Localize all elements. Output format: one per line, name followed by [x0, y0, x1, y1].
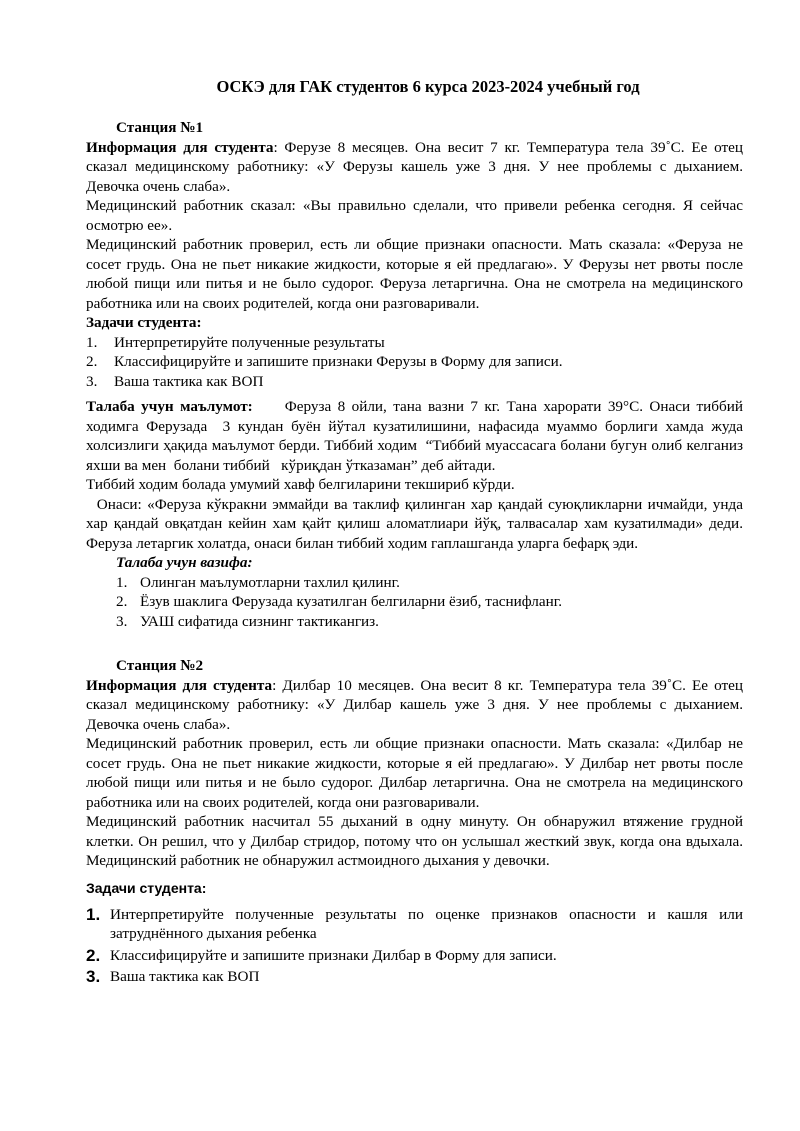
task-number: 1.	[116, 573, 128, 591]
task-text: УАШ сифатида сизнинг тактикангиз.	[140, 612, 379, 630]
station-1-heading: Станция №1	[116, 119, 204, 136]
station-2-info	[86, 676, 743, 735]
list-item	[86, 352, 743, 372]
uzbek-paragraph-3: Онаси: «Феруза кўкракни эммайди ва таклиф қилинган хар қандай суюқликларни ичмайди, унда хар қандай овқатдан кейин хам қайт қилиш аломатлиари йўқ, талвасалар хам кузатилмади» деди. Феруза летаргик холатда, онаси билан тиббий ходим гаплашганда уларга бефарқ эди.	[86, 495, 751, 552]
list-item	[86, 372, 743, 392]
station-2-info-text: : Дилбар 10 месяцев. Она весит 8 кг. Температура тела 39˚С. Ее отец сказал медицинскому работнику: «У Дилбар кашель уже 3 дня. У нее проблемы с дыханием. Девочка очень слаба».	[86, 676, 743, 733]
task-number: 1.	[86, 904, 101, 924]
station-2-tasks	[86, 879, 743, 989]
list-item	[86, 573, 743, 593]
station-2-section	[86, 656, 743, 871]
task-text: Ваша тактика как ВОП	[110, 968, 260, 985]
page-title: ОСКЭ для ГАК студентов 6 курса 2023-2024 учебный год	[216, 77, 640, 96]
task-text: Интерпретируйте полученные результаты по оценке признаков опасности и кашля или затруднённого дыхания ребенка	[110, 905, 743, 942]
list-item	[86, 905, 743, 944]
uzbek-tasks-label: Талаба учун вазифа:	[116, 554, 253, 571]
station-2-paragraph-2: Медицинский работник проверил, есть ли общие признаки опасности. Мать сказала: «Дилбар не сосет грудь. Она не пьет никакие жидкости, которые я ей предлагаю». У Дилбар нет рвоты после любой пищи или питья и не было судорог. Дилбар летаргична. Она не смотрела на медицинского работника или на своих родителей, когда они разговаривали.	[86, 735, 743, 811]
task-number: 3.	[86, 967, 101, 986]
task-text: Классифицируйте и запишите признаки Дилбар в Форму для записи.	[110, 946, 557, 964]
task-number: 1.	[86, 333, 98, 351]
task-text: Интерпретируйте полученные результаты	[114, 333, 385, 351]
uzbek-paragraph-2: Тиббий ходим болада умумий хавф белгиларини текшириб кўрди.	[86, 476, 515, 493]
uzbek-info-text: Феруза 8 ойли, тана вазни 7 кг. Тана харорати 39°С. Онаси тиббий ходимга Ферузада 3 кундан буён йўтал кузатилишини, нафасида муаммо борлиги хамда жуда холсизлиги ҳақида маълумот берди. Тиббий ходим “Тиббий муассасага болани бугун олиб келганиз яхши ва мен болани тиббий кўриқдан ўтказаман” деб айтади.	[86, 398, 747, 474]
task-number: 2.	[86, 945, 101, 965]
task-number: 2.	[116, 593, 128, 610]
station-2-info-label: Информация для студента	[86, 676, 273, 694]
task-text: Олинган маълумотларни тахлил қилинг.	[140, 573, 400, 591]
station-2-tasks-label: Задачи студента:	[86, 880, 207, 896]
task-number: 2.	[86, 353, 98, 370]
task-text: Классифицируйте и запишите признаки Ферузы в Форму для записи.	[114, 353, 563, 370]
station-1-paragraph-2: Медицинский работник сказал: «Вы правильно сделали, что привели ребенка сегодня. Я сейчас осмотрю ее».	[86, 197, 743, 234]
uzbek-section	[86, 397, 751, 631]
station-1-task-list	[86, 333, 743, 392]
station-1-info-text: : Ферузе 8 месяцев. Она весит 7 кг. Температура тела 39˚С. Ее отец сказал медицинскому работнику: «У Ферузы кашель уже 3 дня. У нее проблемы с дыханием. Девочка очень слаба».	[86, 138, 743, 195]
station-1-info	[86, 138, 743, 197]
task-number: 3.	[116, 612, 128, 630]
list-item	[86, 612, 743, 632]
uzbek-task-list	[86, 573, 743, 632]
list-item	[86, 946, 743, 966]
station-1-info-label: Информация для студента	[86, 138, 274, 156]
list-item	[86, 967, 743, 987]
station-2-paragraph-3: Медицинский работник насчитал 55 дыханий в одну минуту. Он обнаружил втяжение грудной клетки. Он решил, что у Дилбар стридор, потому что он услышал жесткий звук, когда она вдыхала. Медицинский работник не обнаружил астмоидного дыхания у девочки.	[86, 813, 743, 869]
station-1-section	[86, 118, 743, 391]
station-1-tasks-label: Задачи студента:	[86, 314, 202, 331]
uzbek-info-label: Талаба учун маълумот:	[86, 398, 253, 415]
list-item	[86, 333, 743, 353]
task-text: Ваша тактика как ВОП	[114, 372, 264, 390]
task-text: Ёзув шаклига Ферузада кузатилган белгиларни ёзиб, таснифланг.	[140, 593, 563, 610]
station-2-task-list	[86, 905, 743, 987]
station-1-paragraph-3: Медицинский работник проверил, есть ли общие признаки опасности. Мать сказала: «Феруза не сосет грудь. Она не пьет никакие жидкости, которые я ей предлагаю». У Ферузы нет рвоты после любой пищи или питья и не было судорог. Феруза летаргична. Она не смотрела на медицинского работника или на своих родителей, когда они разговаривали.	[86, 236, 743, 312]
uzbek-info	[86, 397, 747, 475]
station-2-heading: Станция №2	[116, 657, 204, 674]
list-item	[86, 592, 743, 612]
task-number: 3.	[86, 372, 98, 390]
